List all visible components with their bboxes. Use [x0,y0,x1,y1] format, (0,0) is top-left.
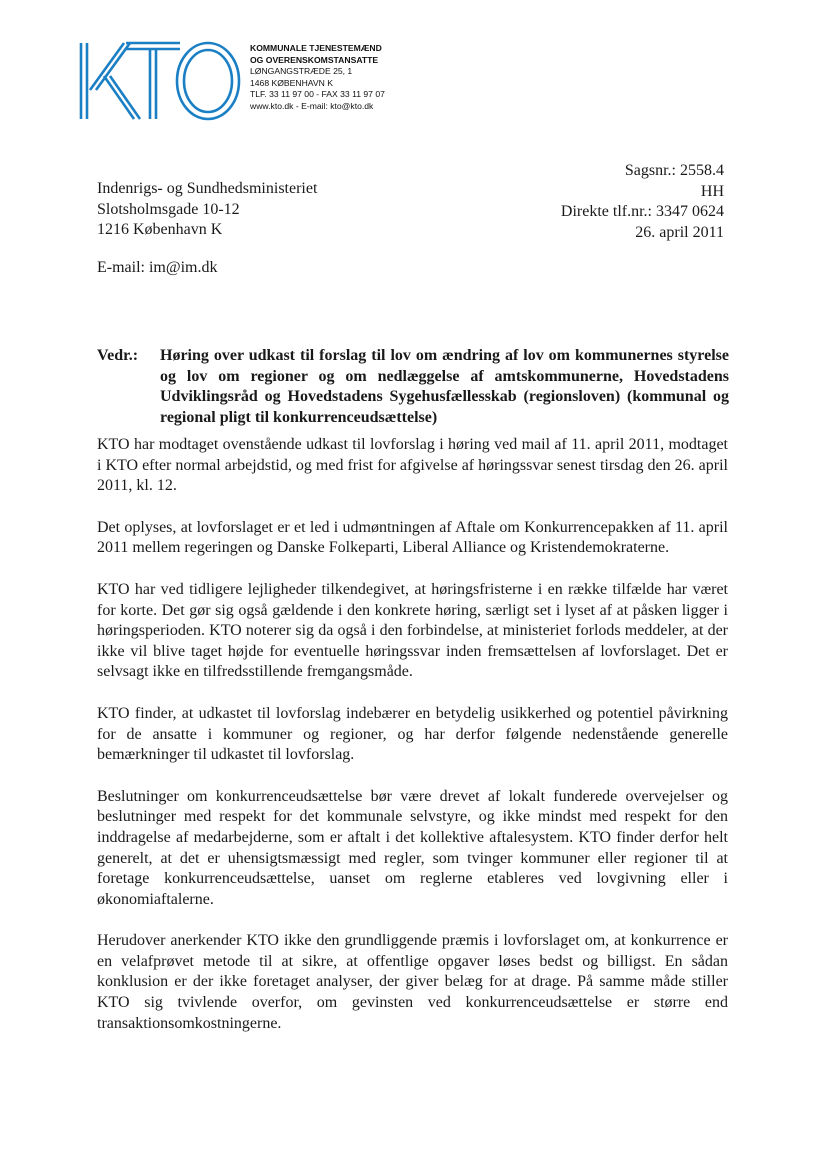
body-paragraph: Herudover anerkender KTO ikke den grundliggende præmis i lovforslaget om, at konkurrence er en velafprøvet metode til at sikre, at offentlige opgaver løses bedst og billigst. En sådan konklusion er der ikke foretaget analyser, der giver belæg for at drage. På samme måde stiller KTO sig tvivlende overfor, om gevinsten ved konkurrenceudsættelse er større end transaktionsomkostningerne. [97,932,728,1032]
letter-meta [561,161,724,243]
org-name-line2: OG OVERENSKOMSTANSATTE [250,54,379,65]
body-paragraph: Beslutninger om konkurrenceudsættelse bør være drevet af lokalt funderede overvejelser og beslutninger med respekt for det kommunale selvstyre, og ikke mindst med respekt for den inddragelse af medarbejderne, som er aftalt i det kollektive aftalesystem. KTO finder derfor helt generelt, at det er uhensigtsmæssigt med regler, som tvinger kommuner eller regioner til at foretage konkurrenceudsættelse, uanset om reglerne etableres ved lovgivning eller i økonomiaftalerne. [97,787,728,908]
recipient-city: 1216 København K [97,221,223,238]
subject-label: Vedr.: [97,347,139,364]
case-number: Sagsnr.: 2558.4 [624,162,724,179]
org-address-street: LØNGANGSTRÆDE 25, 1 [250,66,353,77]
initials: HH [700,182,724,200]
org-web-email: www.kto.dk - E-mail: kto@kto.dk [250,100,374,111]
subject-text: Høring over udkast til forslag til lov om ændring af lov om kommunernes styrelse og lov om regioner og om nedlæggelse af amtskommunerne, Hovedstadens Udviklingsråd og Hovedstadens Sygehusfællesskab (regionsloven) (kommunal og regional pligt til konkurrenceudsættelse) [160,347,729,426]
recipient-street: Slotsholmsgade 10-12 [97,200,240,218]
kto-logo [78,40,242,122]
subject-block [97,346,729,428]
letter-body [97,435,728,1055]
body-paragraph: KTO finder, at udkastet til lovforslag indebærer en betydelig usikkerhed og potentiel påvirkning for de ansatte i kommuner og regioner, og har derfor følgende nedenstående generelle bemærkninger til udkastet til lovforslag. [97,704,728,764]
org-address-city: 1468 KØBENHAVN K [250,77,333,88]
letterhead-org [250,43,385,113]
direct-phone: Direkte tlf.nr.: 3347 0624 [560,203,724,220]
recipient-name: Indenrigs- og Sundhedsministeriet [97,180,318,197]
body-paragraph: KTO har ved tidligere lejligheder tilkendegivet, at høringsfristerne i en række tilfælde har været for korte. Det gør sig også gældende i den konkrete høring, særligt set i lyset af at påsken ligger i høringsperioden. KTO noterer sig da også i den forbindelse, at ministeriet forlods meddeler, at der ikke vil blive taget højde for eventuelle høringssvar inden fremsættelsen af lovforslaget. Det er selvsagt ikke en tilfredsstillende fremgangsmåde. [97,580,728,681]
recipient-address [97,179,317,241]
org-name-line1: KOMMUNALE TJENESTEMÆND [250,43,382,53]
letter-date: 26. april 2011 [635,223,724,241]
recipient-email: E-mail: im@im.dk [97,259,218,276]
body-paragraph: Det oplyses, at lovforslaget er et led i udmøntningen af Aftale om Konkurrencepakken af 11. april 2011 mellem regeringen og Danske Folkeparti, Liberal Alliance og Kristendemokraterne. [97,518,728,557]
body-paragraph: KTO har modtaget ovenstående udkast til lovforslag i høring ved mail af 11. april 2011, modtaget i KTO efter normal arbejdstid, og med frist for afgivelse af høringssvar senest tirsdag den 26. april 2011, kl. 12. [97,436,728,495]
org-phone: TLF. 33 11 97 00 - FAX 33 11 97 07 [250,89,385,100]
